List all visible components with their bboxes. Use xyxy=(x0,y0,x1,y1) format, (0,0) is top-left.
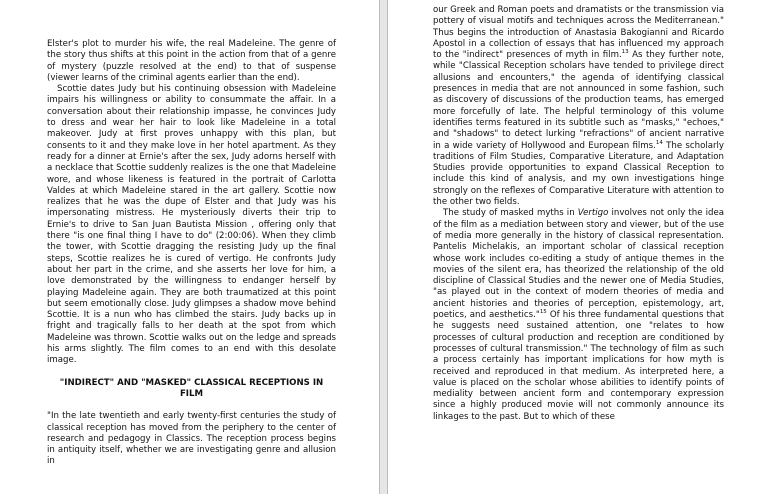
left-page xyxy=(0,0,380,494)
left-page-content xyxy=(47,39,336,468)
right-paragraph-1-part-c: The scholarly traditions of Film Studies, Comparative Literature, and Adaptation Studies provide opportunities to expand Classical Reception to include this kind of analysis, and my own investigations hinge strongly on the reflexes of Comparative Literature with attention to the other two fields. xyxy=(433,140,724,208)
footnote-ref-13[interactable]: 13 xyxy=(621,49,629,56)
right-page-content xyxy=(433,5,724,423)
right-paragraph-2-part-b: involves not only the idea of the film as a mediation between story and viewer, but of the use of media more generally in the history of classical representation. Pantelis Michelakis, an important scholar of classical reception whose work includes co-editing a study of antique themes in the movies of the silent era, has theorized the relationship of the old discipline of Classical Studies and the newer one of Media Studies, "as played out in the context of modern theories of media and ancient histories and theories of perception, epistemology, art, poetics, and aesthetics." xyxy=(433,208,724,321)
left-paragraph-1: Elster's plot to murder his wife, the real Madeleine. The genre of the story thus shifts at this point in the action from that of a genre of mystery (puzzle resolved at the end) to that of suspense (viewer learns of the criminal agents earlier than the end). xyxy=(47,39,336,83)
film-title-vertigo: Vertigo xyxy=(577,208,609,219)
right-paragraph-2 xyxy=(433,208,724,423)
section-heading: "INDIRECT" AND "MASKED" CLASSICAL RECEPTIONS IN FILM xyxy=(59,377,324,399)
right-paragraph-1-part-b: As they further note, while "Classical Reception scholars have tended to privilege direct allusions and encounters," the agenda of identifying classical presences in media that are not announced in some fashion, such as discovery of discussions of the production teams, has emerged more forcefully of late. The helpful terminology of this volume identifies terms featured in its subtitle such as "masks," "echoes," and "shadows" to detect lurking "refractions" of ancient narrative in a wide variety of Hollywood and European films. xyxy=(433,50,724,151)
right-paragraph-2-part-a: The study of masked myths in xyxy=(443,208,578,219)
right-paragraph-2-part-c: Of his three fundamental questions that he suggests need sustained attention, one "relates to how processes of cultural production and reception are conditioned by processes of cultural transmission." The technology of film as such a process certainly has important implications for how myth is received and reproduced in that medium. As interpreted here, a value is placed on the scholar whose abilities to identify points of mediality between ancient form and contemporary expression since a highly produced movie will not commonly announce its linkages to the past. But to which of these xyxy=(433,310,724,422)
footnote-ref-14[interactable]: 14 xyxy=(655,139,663,146)
right-paragraph-1-part-a: our Greek and Roman poets and dramatists or the transmission via pottery of visual motifs and techniques across the Mediterranean." Thus begins the introduction of Anastasia Bakogianni and Ricardo Apostol in a collection of essays that has influenced my approach to the "indirect" presences of myth in film. xyxy=(433,5,724,61)
left-paragraph-3: "In the late twentieth and early twenty-first centuries the study of classical reception has moved from the periphery to the center of research and pedagogy in Classics. The reception process begins in antiquity itself, whether we are investigating genre and allusion in xyxy=(47,411,336,467)
right-paragraph-1 xyxy=(433,5,724,208)
footnote-ref-15[interactable]: 15 xyxy=(539,309,547,316)
left-paragraph-2: Scottie dates Judy but his continuing obsession with Madeleine impairs his willingness or ability to consummate the affair. In a conversation about their relationship impasse, he convinces Judy to dress and wear her hair to look like Madeleine in a total makeover. Judy at first proves unhappy with this plan, but consents to it and they make love in her hotel apartment. As they ready for a dinner at Ernie's after the sex, Judy adorns herself with a necklace that Scottie suddenly realizes is the one that Madeleine wore, and whose likeness is featured in the portrait of Carlotta Valdes at which Madeleine stared in the art gallery. Scottie now realizes that he was the dupe of Elster and that Judy was his impersonating mistress. He mysteriously diverts their trip to Ernie's to drive to San Juan Bautista Mission , offering only that there "is one final thing I have to do" (2:00:06). When they climb the tower, with Scottie dragging the resisting Judy up the final steps, Scottie realizes he is cured of vertigo. He confronts Judy about her part in the crime, and she asserts her love for him, a love demonstrated by the willingness to endanger herself by playing Madeleine again. They are both traumatized at this point but seem emotionally close. Judy glimpses a shadow move behind Scottie. It is a nun who has climbed the stairs. Judy backs up in fright and tragically falls to her death at the spot from which Madeleine was thrown. Scottie walks out on the ledge and spreads his arms slightly. The film comes to an end with this desolate image. xyxy=(47,84,336,366)
right-page xyxy=(387,0,768,494)
